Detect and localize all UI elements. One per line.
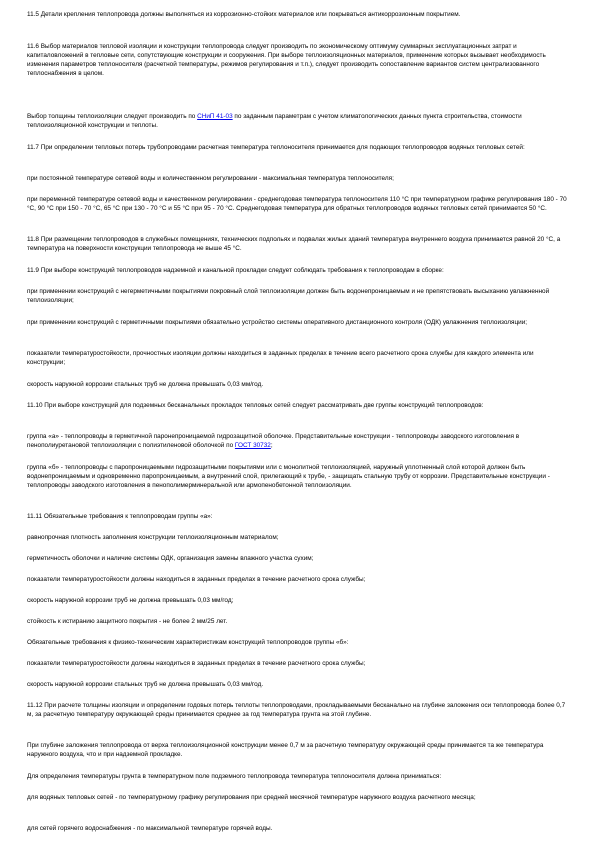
clause-number: 11.7 bbox=[27, 144, 39, 151]
paragraph-text: При определении тепловых потерь трубопроводами расчетная температура теплоносителя принимается для подающих теплопроводов водяных тепловых сетей: bbox=[38, 144, 525, 151]
paragraph bbox=[27, 287, 568, 305]
paragraph bbox=[27, 463, 568, 490]
paragraph-text: Выбор материалов тепловой изоляции и конструкции теплопровода следует производить по экономическому оптимуму суммарных эксплуатационных затрат и капиталовложений в тепловые сети, сопутствующие конструкции и сооружения. При выборе теплоизоляционных материалов, применение которых вызывает необходимость изменения параметров теплоносителя (расчетной температуры, режимов регулирования и т.п.), следует производить сопоставление вариантов систем централизованного теплоснабжения в целом. bbox=[27, 43, 546, 77]
paragraph-text: при применении конструкций с негерметичными покрытиями покровный слой теплоизоляции должен быть водонепроницаемым и не препятствовать высыханию увлажненной теплоизоляции; bbox=[27, 288, 550, 304]
paragraph bbox=[27, 659, 568, 668]
paragraph-text: для сетей горячего водоснабжения - по максимальной температуре горячей воды. bbox=[27, 825, 273, 832]
paragraph-text: Выбор толщины теплоизоляции следует производить по bbox=[27, 113, 198, 120]
paragraph-text: Детали крепления теплопровода должны выполняться из коррозионно-стойких материалов или покрываться антикоррозионным покрытием. bbox=[38, 11, 461, 18]
paragraph-text: При размещении теплопроводов в служебных помещениях, технических подпольях и подвалах жилых зданий температура внутреннего воздуха принимается равной 20 °С, а температура на поверхности конструкции теплопровода не выше 45 °С. bbox=[27, 236, 561, 252]
paragraph bbox=[27, 42, 568, 78]
paragraph bbox=[27, 596, 568, 605]
paragraph bbox=[27, 266, 568, 275]
paragraph-text: скорость наружной коррозии стальных труб не должна превышать 0,03 мм/год. bbox=[27, 381, 264, 388]
paragraph-text: скорость наружной коррозии труб не должна превышать 0,03 мм/год; bbox=[27, 597, 234, 604]
document-reference-link[interactable]: ГОСТ 30732 bbox=[234, 442, 271, 449]
clause-number: 11.12 bbox=[27, 702, 43, 709]
document-reference-link[interactable]: СНиП 41-03 bbox=[197, 113, 233, 120]
clause-number: 11.5 bbox=[27, 11, 39, 18]
paragraph-text: показатели температуростойкости, прочностных изоляции должны находиться в заданных пределах в течение всего расчетного срока службы для каждого элемента или конструкции; bbox=[27, 350, 534, 366]
clause-number: 11.6 bbox=[27, 43, 39, 50]
paragraph bbox=[27, 143, 568, 152]
paragraph-text: При выборе конструкций теплопроводов надземной и канальной прокладки следует соблюдать требования к теплопроводам в сборке: bbox=[38, 267, 444, 274]
paragraph bbox=[27, 512, 568, 521]
paragraph bbox=[27, 638, 568, 647]
paragraph-text: группа «б» - теплопроводы с паропроницаемыми гидрозащитными покрытиями или с монолитной теплоизоляцией, наружный уплотненный слой которой должен быть водонепроницаемым и одновременно паропроницаемым, а внутренний слой, прилегающий к трубе, - защищать стальную трубу от коррозии. Представительные конструкции - теплопроводы заводского изготовления в пенополимерминеральной или армопенобетонной теплоизоляции. bbox=[27, 464, 550, 489]
paragraph bbox=[27, 741, 568, 759]
paragraph-text: при переменной температуре сетевой воды и качественном регулировании - среднегодовая температура теплоносителя 110 °С при температурном графике регулирования 180 - 70 °С, 90 °С при 150 - 70 °С, 65 °С при 130 - 70 °С и 55 °С при 95 - 70 °С. Среднегодовая температура для обратных теплопроводов водяных тепловых сетей принимается 50 °С. bbox=[27, 196, 567, 212]
paragraph bbox=[27, 533, 568, 542]
paragraph-text: При выборе конструкций для подземных бесканальных прокладок тепловых сетей следует рассматривать две группы конструкций теплопроводов: bbox=[42, 402, 484, 409]
clause-number: 11.8 bbox=[27, 236, 39, 243]
paragraph bbox=[27, 701, 568, 719]
paragraph-text: Обязательные требования к теплопроводам группы «а»: bbox=[42, 513, 213, 520]
paragraph bbox=[27, 349, 568, 367]
paragraph-text: При глубине заложения теплопровода от верха теплоизоляционной конструкции менее 0,7 м за расчетную температуру окружающей среды принимается та же температура наружного воздуха, что и при надземной прокладке. bbox=[27, 742, 544, 758]
clause-number: 11.9 bbox=[27, 267, 39, 274]
paragraph-text: стойкость к истиранию защитного покрытия - не более 2 мм/25 лет. bbox=[27, 618, 228, 625]
paragraph bbox=[27, 617, 568, 626]
paragraph bbox=[27, 401, 568, 410]
paragraph bbox=[27, 772, 568, 781]
paragraph-text: герметичность оболочки и наличие системы ОДК, организация замены влажного участка сухим; bbox=[27, 555, 314, 562]
paragraph-text: Для определения температуры грунта в температурном поле подземного теплопровода температура теплоносителя должна приниматься: bbox=[27, 773, 442, 780]
paragraph-text: при применении конструкций с герметичными покрытиями обязательно устройство системы оперативного дистанционного контроля (ОДК) увлажнения теплоизоляции; bbox=[27, 319, 528, 326]
paragraph-text: для водяных тепловых сетей - по температурному графику регулирования при средней месячной температуре наружного воздуха расчетного месяца; bbox=[27, 794, 476, 801]
paragraph bbox=[27, 318, 568, 327]
clause-number: 11.10 bbox=[27, 402, 43, 409]
paragraph-text: группа «а» - теплопроводы в герметичной паронепроницаемой гидрозащитной оболочке. Представительные конструкции - теплопроводы заводского изготовления в пенополиуретановой теплоизоляции с полиэтиленовой оболочкой по bbox=[27, 433, 520, 449]
paragraph bbox=[27, 554, 568, 563]
paragraph-text: равнопрочная плотность заполнения конструкции теплоизоляционным материалом; bbox=[27, 534, 279, 541]
paragraph-text: Обязательные требования к физико-техническим характеристикам конструкций теплопроводов группы «б»: bbox=[27, 639, 349, 646]
paragraph bbox=[27, 680, 568, 689]
paragraph bbox=[27, 432, 568, 450]
paragraph-text: при постоянной температуре сетевой воды и количественном регулировании - максимальная температура теплоносителя; bbox=[27, 175, 394, 182]
paragraph-text: показатели температуростойкости должны находиться в заданных пределах в течение расчетного срока службы; bbox=[27, 660, 366, 667]
paragraph bbox=[27, 10, 568, 19]
paragraph-text: ; bbox=[270, 442, 273, 449]
paragraph bbox=[27, 235, 568, 253]
paragraph bbox=[27, 793, 568, 802]
paragraph bbox=[27, 195, 568, 213]
paragraph bbox=[27, 824, 568, 833]
clause-number: 11.11 bbox=[27, 513, 43, 520]
paragraph bbox=[27, 174, 568, 183]
paragraph-text: При расчете толщины изоляции и определении годовых потерь теплоты теплопроводами, прокладываемыми бесканально на глубине заложения оси теплопровода более 0,7 м, за расчетную температуру окружающей среды принимается среднее за год температура грунта на этой глубине. bbox=[27, 702, 566, 718]
paragraph-text: показатели температуростойкости должны находиться в заданных пределах в течение расчетного срока службы; bbox=[27, 576, 366, 583]
paragraph bbox=[27, 575, 568, 584]
paragraph-text: скорость наружной коррозии стальных труб не должна превышать 0,03 мм/год. bbox=[27, 681, 264, 688]
paragraph-text: по заданным параметрам с учетом климатологических данных пункта строительства, стоимости теплоизоляционной конструкции и теплоты. bbox=[27, 113, 522, 129]
paragraph bbox=[27, 380, 568, 389]
paragraph bbox=[27, 112, 568, 130]
